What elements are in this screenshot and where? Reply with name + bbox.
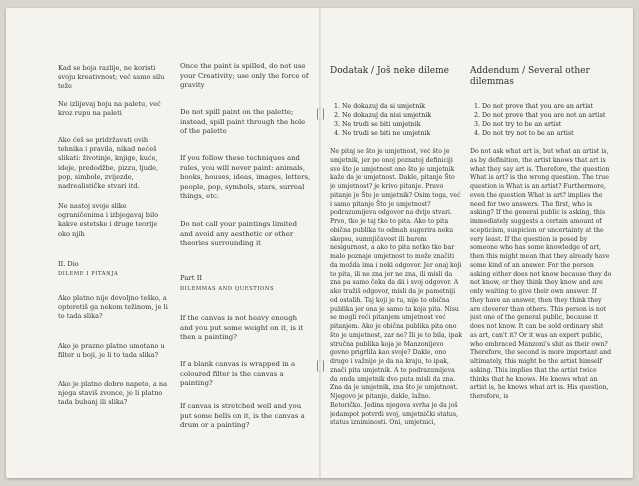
hr-addendum-title: Dodatak / Još neke dileme bbox=[330, 66, 449, 76]
hr-question-1: Ako platno nije dovoljno teško, a opteretiš ga nekom težinom, je li to tada slika? bbox=[58, 294, 168, 321]
en-rule-3: If you follow these techniques and rules, you will never paint: animals, books, houses, ideas, images, letters, people, pop, symbols, stars, surreal things, etc. bbox=[180, 154, 311, 201]
hr-section-subtitle: DILEME I PITANJA bbox=[58, 271, 119, 277]
en-list-item: 2. Do not prove that you are not an artist bbox=[482, 111, 620, 120]
hr-rule-2: Ne izlijevaj boju na paletu, već kroz rupu na paleti bbox=[58, 100, 161, 118]
open-booklet bbox=[6, 8, 633, 478]
en-rule-2: Do not spill paint on the palette; instead, spill paint through the hole of the palette bbox=[180, 108, 306, 136]
right-page-english-column bbox=[466, 8, 631, 478]
en-section-title: Part II bbox=[180, 274, 203, 282]
hr-list-item: 4. Ne trudi se biti ne umjetnik bbox=[342, 129, 460, 138]
hr-list-item: 3. Ne trudi se biti umjetnik bbox=[342, 120, 460, 129]
en-rule-4: Do not call your paintings limited and avoid any aesthetic or other theories surrounding it bbox=[180, 220, 298, 248]
hr-section-title: II. Dio bbox=[58, 260, 79, 268]
staple-bottom bbox=[317, 360, 324, 372]
hr-addendum-body: Ne pitaj se što je umjetnost, već što je umjetnik, jer po onoj poznatoj definiciji sve što je umjetnost ono što je umjetnik kaže da je umjetnost. Dakle, pitanje Što je umjetnost? je krivo pitanje. Pravo pitanje je Što je umjetnik? Osim toga, već i samo pitanje Što je umjetnost? podrazumijeva odgovor na dvije stvari. Prvo, tko je taj tko to pita. Ako to pita obična publika to odmah sugerira neku skepsu, sumnjičavost ili barem nesigurnost, a ako to pita netko tko bar malo poznaje umjetnost to može značiti da možda ima i neki odgovor. Jer onaj koji to pita, ili ne zna jer ne zna, ili misli da zna pa samo čeka da dá i svoj odgovor. A ako tražiš odgovor, misli da je pametniji od ostalih. Taj koji je tu, nije to obična publika jer ona je samo ta koja pita. Nisu se mogli reći pitanjem umjetnost već pitanjem. Ako je obična publika pita ono što je umjetnost, zar ne? Ili je to bila, ipak stručna publika koja je Manzonijevo govno prigrlila kao svoje? Dakle, ono drugo i važnije je da na kraju, to ipak, znači pita umjetnik. A to podrazumijeva da onda umjetnik dvo puta misli da zna. Zna da je umjetnik, zna što je umjetnost. Njegovo je pitanje, dakle, lažno. Retoričko. Jedina njegova svrha je da još jedampot potvrdi svoj, umjetnički status, status izniminosti. Oni, umjetnici, bbox=[330, 148, 462, 427]
en-addendum-body: Do not ask what art is, but what an artist is, as by definition, the artist knows that art is what they say art is. Therefore, the question What is art? is the wrong question. The true question is What is an artist? Furthermore, even the question What is art? implies the need for two answers. The first, who is asking? If the general public is asking, this immediately suggests a certain amount of scepticism, suspicion or uncertainty at the very least. If the question is posed by someone who has some knowledge of art, then this might mean that they already have some kind of an answer. For the person asking either does not know because they do not know, or they think they know and are only waiting to give their own answer. If they have an answer, then they think they are cleverer than others. This person is not just one of the general public, because it does not know. It can be sold ordinary shit as art, can't it? Or it was an expert public, who embraced Manzoni's shit as their own? Therefore, the second is more important and ultimately, this might be the artist himself asking. This implies that the artist twice thinks that he knows. He knows what an artist is, he knows what art is. His question, therefore, is bbox=[470, 148, 612, 400]
en-question-2: If a blank canvas is wrapped in a coloured filter is the canvas a painting? bbox=[180, 360, 296, 388]
en-list-item: 4. Do not try not to be an artist bbox=[482, 129, 620, 138]
en-rule-1: Once the paint is spilled, do not use your Creativity; use only the force of gravity bbox=[180, 62, 309, 90]
en-section-subtitle: DILEMMAS AND QUESTIONS bbox=[180, 286, 275, 292]
en-question-1: If the canvas is not heavy enough and you put some weight on it, is it then a painting? bbox=[180, 314, 304, 342]
booklet-spine bbox=[319, 8, 321, 478]
hr-rule-1: Kad se boja razlije, ne koristi svoju kreativnost; već samo silu teže bbox=[58, 64, 165, 91]
en-list-item: 3. Do not try to be an artist bbox=[482, 120, 620, 129]
left-page-english-column bbox=[166, 8, 316, 478]
hr-rule-3: Ako ćeš se pridržavati ovih tehnika i pravila, nikad nećeš slikati: životinje, knjige, kuće, ideje, predodžbe, pizzu, ljude, pop, simbole, zvijezde, nadrealističke stvari itd. bbox=[58, 136, 159, 191]
hr-addendum-list bbox=[330, 102, 460, 138]
en-addendum-list bbox=[470, 102, 620, 138]
en-question-3: If canvas is stretched well and you put some bells on it, is the canvas a drum or a painting? bbox=[180, 402, 305, 430]
hr-question-2: Ako je prazno platno umotano u filter u boji, je li to tada slika? bbox=[58, 342, 165, 360]
hr-list-item: 1. Ne dokazuj da si umjetnik bbox=[342, 102, 460, 111]
en-list-item: 1. Do not prove that you are an artist bbox=[482, 102, 620, 111]
right-page-croatian-column bbox=[326, 8, 466, 478]
left-page-croatian-column bbox=[6, 8, 166, 478]
hr-rule-4: Ne nastoj svoje slike ograničenima i izbjegavaj bilo kakve estetske i druge teorije oko njih bbox=[58, 202, 159, 238]
en-addendum-title: Addendum / Several other dilemmas bbox=[470, 66, 590, 87]
staple-top bbox=[317, 108, 324, 120]
hr-question-3: Ako je platno dobro napeto, a na njega staviš zvonce, je li platno tada bubanj ili slika? bbox=[58, 380, 168, 407]
hr-list-item: 2. Ne dokazuj da nisi umjetnik bbox=[342, 111, 460, 120]
